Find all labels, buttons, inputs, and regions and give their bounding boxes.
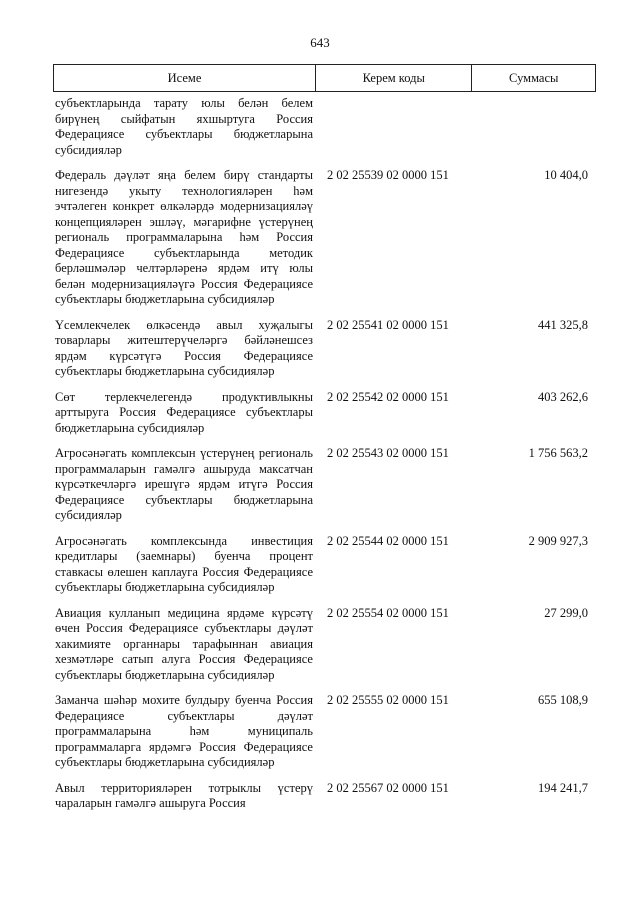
- table-header: [53, 64, 596, 92]
- table-row: [53, 693, 596, 771]
- table-row: [53, 96, 596, 158]
- row-name: Үсемлекчелек өлкәсендә авыл хуҗалыгы товарлары житештерүчеләргә бәйләнешсез ярдәм күрсәтүгә Россия Федерациясе субъектлары бюджетларына субсидияләр: [55, 317, 313, 378]
- row-name: Заманча шәһәр мохите булдыру буенча Россия Федерациясе субъектлары дәүләт программаларына һәм муниципаль программаларга ярдәмгә Россия Федерациясе субъектлары бюджетларына субсидияләр: [55, 693, 313, 769]
- row-name: Сөт терлекчелегендә продуктивлыкны арттыруга Россия Федерациясе субъектлары бюджетларына субсидияләр: [55, 389, 313, 435]
- row-sum: 27 299,0: [544, 605, 588, 620]
- row-name: Федераль дәүләт яңа белем бирү стандарты нигезендә укыту технологияләрен һәм эчтәлеген конкрет өлкәләрдә модернизацияләү концепцияләрен эшләү, мәгарифне үстерүнең региональ программаларына һәм Россия Федерациясе субъектларында методик берләшмәләр челтәрләренә ярдәм итү юлы белән модернизацияләүгә Россия Федерациясе субъектлары бюджетларына субсидияләр: [55, 168, 313, 306]
- row-code: 2 02 25541 02 0000 151: [327, 317, 449, 332]
- row-code: 2 02 25544 02 0000 151: [327, 533, 449, 548]
- row-sum: [472, 96, 596, 158]
- row-code: 2 02 25539 02 0000 151: [327, 168, 449, 182]
- row-name: Авиация кулланып медицина ярдәме күрсәтү өчен Россия Федерациясе субъектлары дәүләт хакимияте органнары тарафыннан авиация хезмәтләре сатып алуга Россия Федерациясе субъектлары бюджетларына субсидияләр: [55, 605, 313, 682]
- row-name: Авыл территорияләрен тотрыклы үстерү чараларын гамәлгә ашыруга Россия: [55, 780, 313, 810]
- table-row: [53, 390, 596, 437]
- row-sum: 10 404,0: [544, 168, 588, 182]
- table-row: [53, 446, 596, 524]
- budget-table: [53, 64, 596, 822]
- row-code: 2 02 25555 02 0000 151: [327, 693, 449, 707]
- row-code: 2 02 25554 02 0000 151: [327, 605, 449, 620]
- page-number: 643: [310, 35, 330, 50]
- row-code: [315, 96, 472, 158]
- header-code: Керем коды: [315, 65, 471, 91]
- table-row: [53, 318, 596, 380]
- header-sum: Суммасы: [471, 65, 595, 91]
- row-name: Агросәнәгать комплексын үстерүнең региональ программаларын гамәлгә ашыруда максатчан күрсәткечләргә ирешүгә ярдәм итүгә Россия Федерациясе субъектлары бюджетларына субсидияләр: [55, 446, 313, 522]
- row-sum: 1 756 563,2: [528, 446, 588, 460]
- row-code: 2 02 25567 02 0000 151: [327, 780, 449, 795]
- row-code: 2 02 25542 02 0000 151: [327, 389, 449, 404]
- row-sum: 2 909 927,3: [528, 533, 588, 548]
- row-sum: 194 241,7: [538, 780, 588, 795]
- row-name: Агросәнәгать комплексында инвестиция кредитлары (заемнары) буенча процент ставкасы өлешен каплауга Россия Федерациясе субъектлары бюджетларына субсидияләр: [55, 533, 313, 594]
- table-row: [53, 781, 596, 812]
- table-row: [53, 168, 596, 308]
- row-sum: 441 325,8: [538, 317, 588, 332]
- row-sum: 403 262,6: [538, 389, 588, 404]
- row-name: субъектларында тарату юлы белән белем бирүнең сыйфатын яхшыртуга Россия Федерациясе субъектлары бюджетларына субсидияләр: [55, 96, 313, 157]
- table-row: [53, 606, 596, 684]
- row-sum: 655 108,9: [538, 693, 588, 707]
- table-row: [53, 534, 596, 596]
- header-name: Исеме: [167, 70, 202, 85]
- row-code: 2 02 25543 02 0000 151: [327, 446, 449, 460]
